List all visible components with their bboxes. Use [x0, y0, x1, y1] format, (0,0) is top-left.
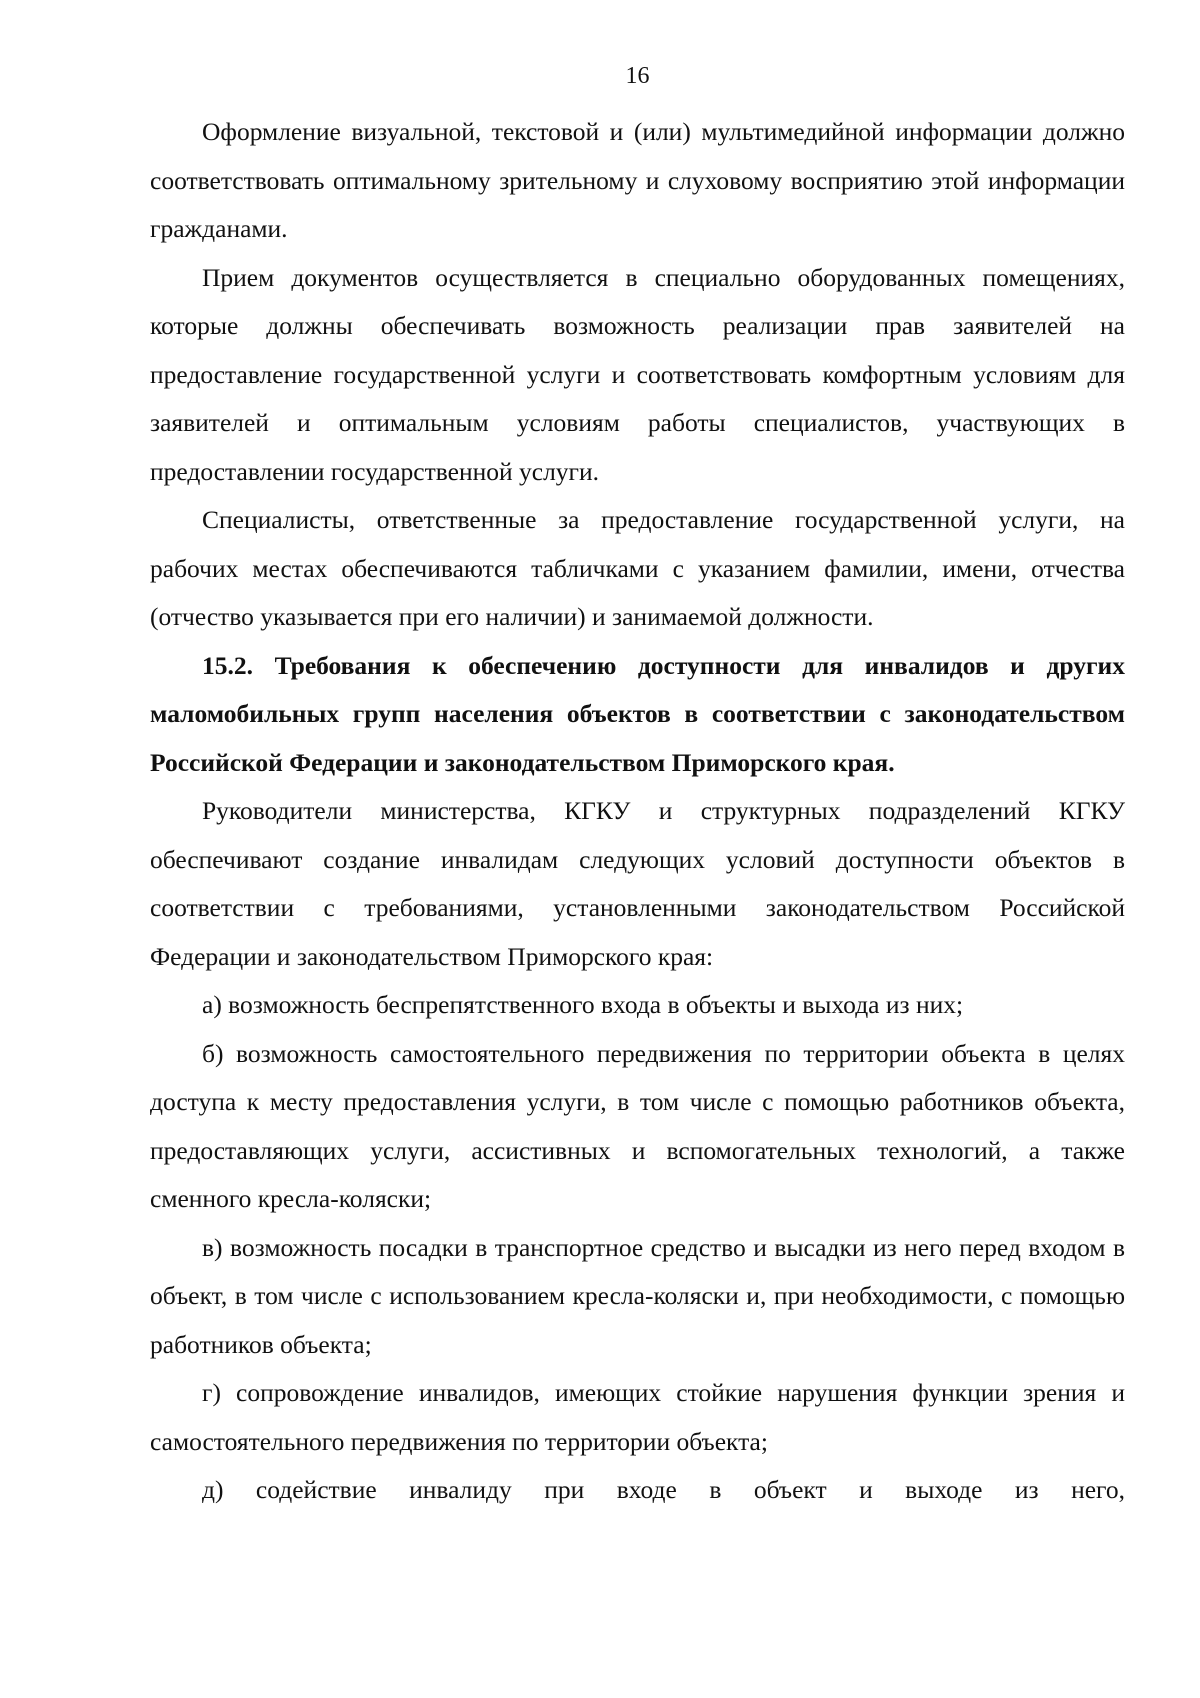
paragraph-managers: Руководители министерства, КГКУ и структурных подразделений КГКУ обеспечивают создание инвалидам следующих условий доступности объектов в соответствии с требованиями, установленными законодательством Российской Федерации и законодательством Приморского края:: [150, 796, 1125, 971]
list-item-b: б) возможность самостоятельного передвижения по территории объекта в целях доступа к месту предоставления услуги, в том числе с помощью работников объекта, предоставляющих услуги, ассистивных и вспомогательных технологий, а также сменного кресла-коляски;: [150, 1038, 1125, 1213]
paragraph-document-reception: Прием документов осуществляется в специально оборудованных помещениях, которые должны обеспечивать возможность реализации прав заявителей на предоставление государственной услуги и соответствовать комфортным условиям для заявителей и оптимальным условиям работы специалистов, участвующих в предоставлении государственной услуги.: [150, 262, 1125, 486]
paragraph-visual-info: Оформление визуальной, текстовой и (или) мультимедийной информации должно соответствовать оптимальному зрительному и слуховому восприятию этой информации гражданами.: [150, 117, 1125, 243]
page-number: 16: [625, 63, 650, 89]
list-item-a: а) возможность беспрепятственного входа в объекты и выхода из них;: [202, 990, 964, 1019]
list-item-v: в) возможность посадки в транспортное средство и высадки из него перед входом в объект, в том числе с использованием кресла-коляски и, при необходимости, с помощью работников объекта;: [150, 1232, 1125, 1359]
list-item-d: д) содействие инвалиду при входе в объект и выходе из него,: [202, 1475, 1125, 1504]
section-heading-15-2: 15.2. Требования к обеспечению доступности для инвалидов и других маломобильных групп населения объектов в соответствии с законодательством Российской Федерации и законодательством Приморского края.: [150, 650, 1125, 777]
paragraph-specialists: Специалисты, ответственные за предоставление государственной услуги, на рабочих местах обеспечиваются табличками с указанием фамилии, имени, отчества (отчество указывается при его наличии) и занимаемой должности.: [150, 505, 1125, 631]
list-item-g: г) сопровождение инвалидов, имеющих стойкие нарушения функции зрения и самостоятельного передвижения по территории объекта;: [150, 1378, 1125, 1456]
